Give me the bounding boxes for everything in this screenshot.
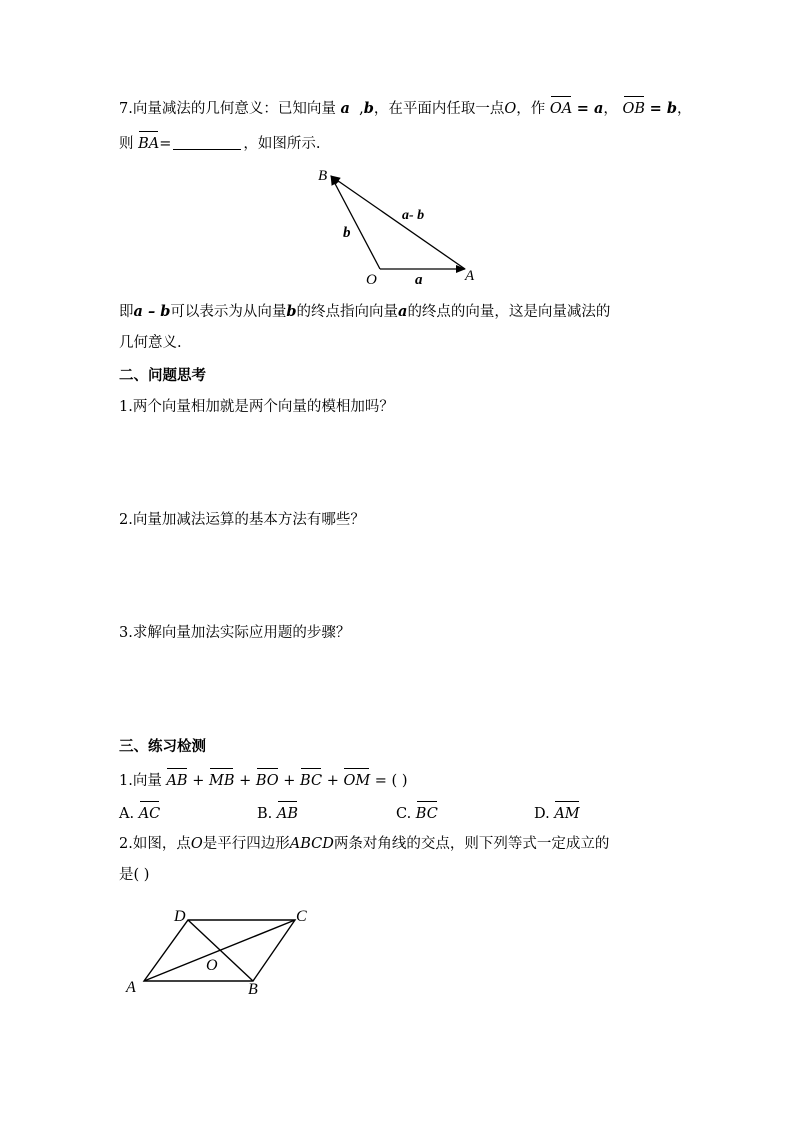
vector-ba-line — [331, 176, 465, 269]
p2-tail: 两条对角线的交点，则下列等式一定成立的 — [333, 836, 610, 852]
label-point-D: D — [174, 908, 186, 925]
vector-bc: BC — [300, 773, 323, 789]
section-2-title: 二、问题思考 — [119, 367, 206, 384]
q7-line-2 — [119, 134, 321, 154]
option-b[interactable]: B. AB — [257, 806, 299, 822]
label-O: O — [366, 272, 377, 288]
q7-eq: = — [159, 136, 172, 152]
vector-ob: OB — [622, 101, 646, 117]
vector-ab: AB — [166, 773, 188, 789]
vector-om: OM — [343, 773, 371, 789]
label-a-minus-b: a- b — [402, 208, 425, 223]
vector-oa: OA — [549, 101, 573, 117]
plus-2: + — [239, 773, 252, 789]
vector-a: a — [340, 100, 350, 117]
label-b: b — [343, 225, 351, 241]
diagonal-bd — [188, 920, 253, 981]
p2-point-o: O — [190, 836, 203, 852]
parallelogram-figure — [120, 900, 320, 1000]
plus-1: + — [192, 773, 205, 789]
plus-3: + — [283, 773, 296, 789]
vector-ob-line — [331, 176, 380, 269]
explain-tail: 的终点的向量，这是向量减法的 — [407, 304, 611, 320]
vector-b: b — [363, 100, 374, 117]
a-minus-b: a – b — [133, 303, 171, 320]
vector-bo: BO — [255, 773, 279, 789]
explain-vector-b: b — [286, 303, 297, 320]
label-a: a — [415, 272, 423, 288]
q7-lead-text: 7.向量减法的几何意义：已知向量 — [119, 101, 336, 117]
q7-explain-1 — [119, 302, 610, 322]
point-o: O — [504, 101, 517, 117]
p1-tail: = ( ) — [374, 773, 408, 789]
answer-blank[interactable] — [173, 135, 241, 150]
label-B: B — [318, 168, 328, 184]
explain-mid1: 可以表示为从向量 — [170, 304, 287, 320]
triangle-figure — [310, 160, 490, 288]
label-point-O: O — [206, 957, 218, 974]
q7-make-text: ，作 — [516, 101, 546, 117]
eq-a: = a — [576, 100, 604, 117]
label-point-A: A — [126, 979, 136, 996]
plus-4: + — [326, 773, 339, 789]
q7-line-1: 7.向量减法的几何意义：已知向量 a ,b，在平面内任取一点O，作 OA = a， OB = b， — [119, 100, 692, 117]
section-2-q2: 2.向量加减法运算的基本方法有哪些？ — [119, 512, 365, 528]
q7-tail-text: ，如图所示. — [243, 136, 321, 152]
p2-mid: 是平行四边形 — [202, 836, 290, 852]
vector-ba: BA — [138, 136, 160, 152]
p2-abcd: ABCD — [289, 836, 334, 852]
q7-then-text: 则 — [119, 136, 134, 152]
label-point-C: C — [296, 908, 307, 925]
explain-vector-a: a — [398, 303, 408, 320]
p2-lead: 2.如图，点 — [119, 836, 191, 852]
section-3-title: 三、练习检测 — [119, 738, 206, 755]
section-2-q1: 1.两个向量相加就是两个向量的模相加吗？ — [119, 399, 394, 415]
vector-mb: MB — [208, 773, 235, 789]
practice-2-line-2: 是( ) — [119, 867, 150, 883]
practice-1-options — [119, 804, 679, 824]
explain-mid2: 的终点指向向量 — [296, 304, 399, 320]
q7-explain-2: 几何意义. — [119, 335, 182, 351]
practice-2-line-1 — [119, 834, 609, 854]
section-2-q3: 3.求解向量加法实际应用题的步骤？ — [119, 625, 351, 641]
eq-b: = b — [649, 100, 677, 117]
label-point-B: B — [248, 981, 258, 998]
option-c[interactable]: C. BC — [396, 806, 438, 822]
q7-mid-text: ，在平面内任取一点 — [373, 101, 505, 117]
practice-1-line — [119, 771, 407, 791]
option-d[interactable]: D. AM — [534, 806, 580, 822]
option-a[interactable]: A. AC — [119, 806, 161, 822]
label-A: A — [465, 268, 475, 284]
explain-lead: 即 — [119, 304, 134, 320]
p1-lead: 1.向量 — [119, 773, 162, 789]
